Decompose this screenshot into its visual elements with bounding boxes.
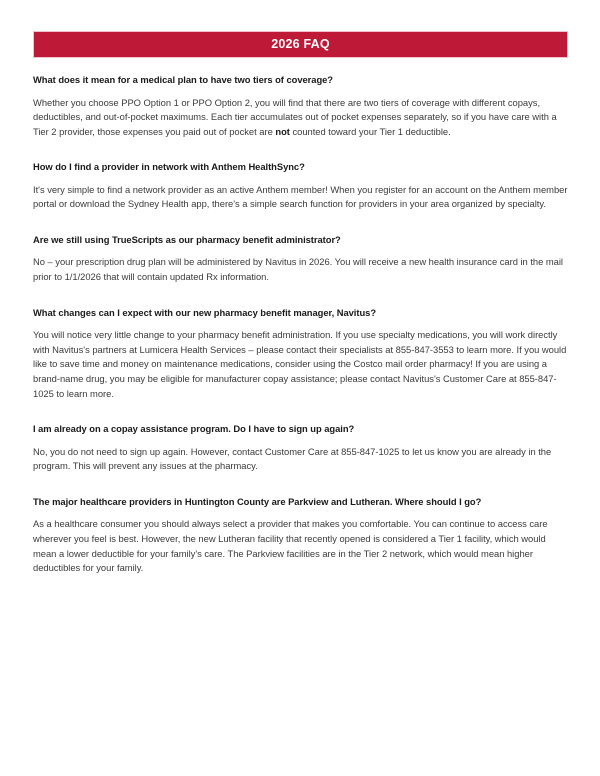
faq-answer-text-part-1: Whether you choose PPO Option 1 or PPO Option 2, you will find that there are two tiers of coverage with different copays, deductibles, and out-of-pocket maximums. Each tier accumulates out of pocket expenses separately, so if you have care with a Tier 2 provider, those expenses you paid out of pocket are [33,96,557,137]
faq-item [33,495,568,576]
faq-question: The major healthcare providers in Huntington County are Parkview and Lutheran. Where should I go? [33,495,482,507]
document-content [33,31,568,576]
page-title: 2026 FAQ [271,37,330,52]
faq-item [33,233,568,285]
faq-item [33,73,568,139]
faq-question: How do I find a provider in network with Anthem HealthSync? [33,161,305,173]
faq-item [33,160,568,212]
faq-question: I am already on a copay assistance program. Do I have to sign up again? [33,423,355,435]
faq-question: What does it mean for a medical plan to have two tiers of coverage? [33,74,333,85]
faq-list [33,73,568,576]
faq-answer: You will notice very little change to your pharmacy benefit administration. If you use specialty medications, you will work directly with Navitus's partners at Lumicera Health Services – please contact their specialists at 855-847-3553 to learn more. If you would like to save time and money on maintenance medications, consider using the Costco mail order pharmacy! If you are using a brand-name drug, you may be eligible for manufacturer copay assistance; please contact Navitus's Customer Care at 855-847-1025 to learn more. [33,329,567,399]
faq-answer: It's very simple to find a network provider as an active Anthem member! When you register for an account on the Anthem member portal or download the Sydney Health app, there's a simple search function for providers in your area organized by specialty. [33,183,568,210]
faq-question: Are we still using TrueScripts as our pharmacy benefit administrator? [33,233,341,245]
faq-question: What changes can I expect with our new pharmacy benefit manager, Navitus? [33,306,377,318]
faq-answer: As a healthcare consumer you should always select a provider that makes you comfortable. You can continue to access care wherever you feel is best. However, the new Lutheran facility that recently opened is considered a Tier 1 facility, which would mean a lower deductible for your family's care. The Parkview facilities are in the Tier 2 network, which would mean higher deductibles for your family. [33,518,548,574]
faq-answer-emphasis: not [275,125,290,137]
faq-item [33,306,568,401]
faq-answer-text-part-2: counted toward your Tier 1 deductible. [289,125,451,137]
faq-answer: No, you do not need to sign up again. However, contact Customer Care at 855-847-1025 to let us know you are already in the program. This will prevent any issues at the pharmacy. [33,445,552,472]
faq-answer [33,96,568,140]
faq-answer: No – your prescription drug plan will be administered by Navitus in 2026. You will receive a new health insurance card in the mail prior to 1/1/2026 that will contain updated Rx information. [33,256,563,283]
document-title-banner [33,31,568,58]
faq-item [33,422,568,474]
